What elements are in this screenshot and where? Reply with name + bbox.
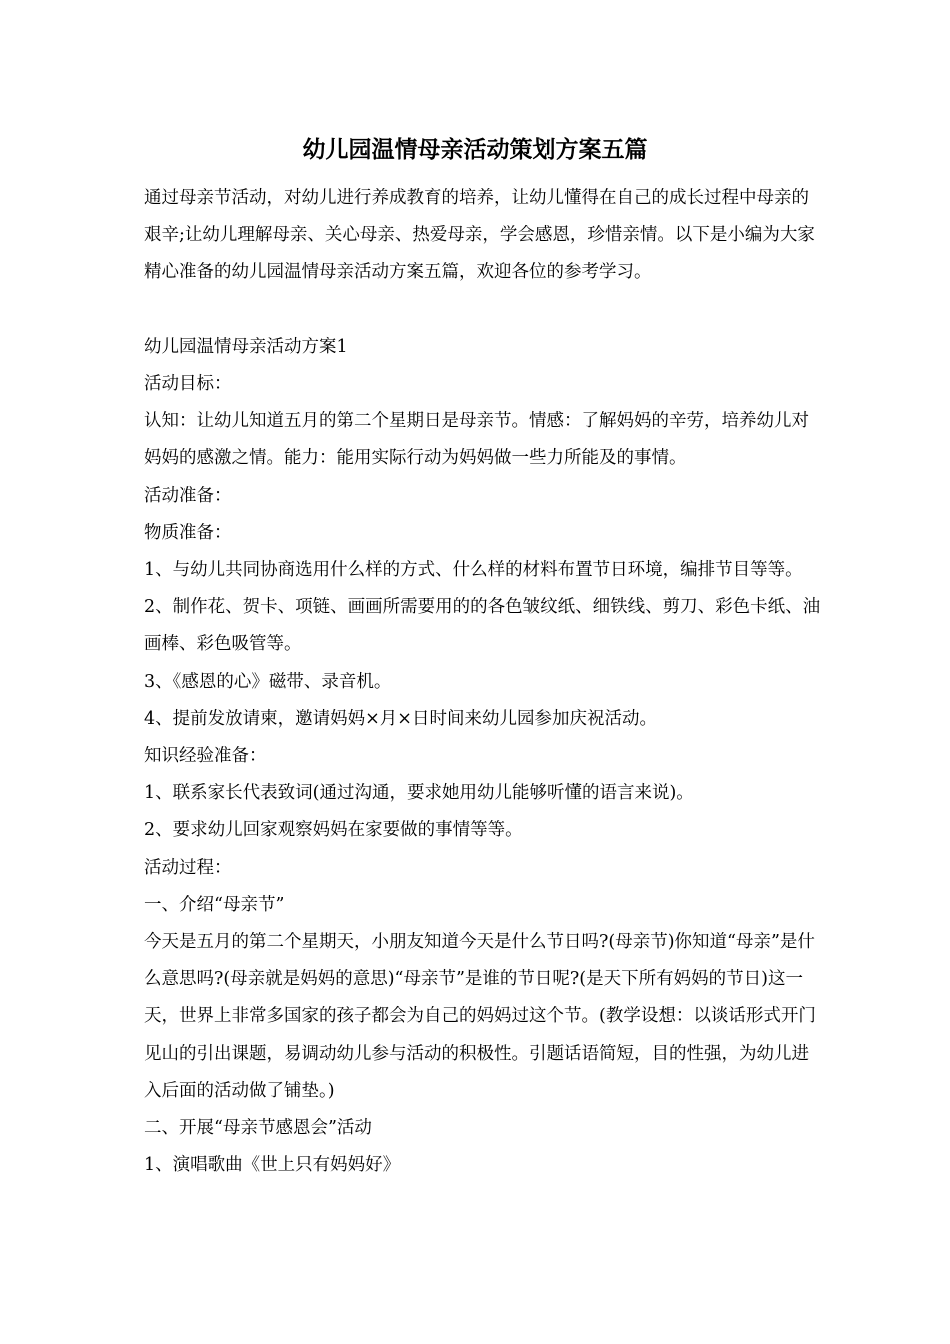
document-title: 幼儿园温情母亲活动策划方案五篇 [302,137,648,163]
list-item: 3、《感恩的心》磁带、录音机。 [144,671,392,692]
list-item: 2、要求幼儿回家观察妈妈在家要做的事情等等。 [144,820,523,841]
body-paragraph: 今天是五月的第二个星期天，小朋友知道今天是什么节日吗?(母亲节)你知道“母亲”是什么意思吗?(母亲就是妈妈的意思)“母亲节”是谁的节日呢?(是天下所有妈妈的节日)这一天，世界上非常多国家的孩子都会为自己的妈妈过这个节。(教学设想：以谈话形式开门见山的引出课题，易调动幼儿参与活动的积极性。引题话语简短，目的性强，为幼儿进入后面的活动做了铺垫。) [144,932,816,1101]
objectives-paragraph: 认知：让幼儿知道五月的第二个星期日是母亲节。情感：了解妈妈的辛劳，培养幼儿对妈妈的感激之情。能力：能用实际行动为妈妈做一些力所能及的事情。 [144,411,809,469]
subheading-preparation: 活动准备： [144,485,232,506]
subheading-material-preparation: 物质准备： [144,522,232,543]
section-heading: 幼儿园温情母亲活动方案1 [144,336,348,357]
list-item: 2、制作花、贺卡、项链、画画所需要用的的各色皱纹纸、细铁线、剪刀、彩色卡纸、油画棒、彩色吸管等。 [144,597,821,655]
list-item: 1、与幼儿共同协商选用什么样的方式、什么样的材料布置节日环境，编排节目等等。 [144,560,803,581]
list-item: 1、演唱歌曲《世上只有妈妈好》 [144,1155,401,1176]
subheading-knowledge-preparation: 知识经验准备： [144,746,267,767]
subheading-objectives: 活动目标： [144,374,232,394]
intro-paragraph: 通过母亲节活动，对幼儿进行养成教育的培养，让幼儿懂得在自己的成长过程中母亲的艰辛;让幼儿理解母亲、关心母亲、热爱母亲，学会感恩，珍惜亲情。以下是小编为大家精心准备的幼儿园温情母亲活动方案五篇，欢迎各位的参考学习。 [144,188,815,283]
subheading-process: 活动过程： [144,857,232,878]
step-heading: 一、介绍“母亲节” [144,894,285,915]
paragraph-spacer [144,292,824,329]
step-heading: 二、开展“母亲节感恩会”活动 [144,1118,372,1139]
list-item: 4、提前发放请柬，邀请妈妈×月×日时间来幼儿园参加庆祝活动。 [144,708,657,729]
document-body [144,180,824,1184]
list-item: 1、联系家长代表致词(通过沟通，要求她用幼儿能够听懂的语言来说)。 [144,783,694,804]
